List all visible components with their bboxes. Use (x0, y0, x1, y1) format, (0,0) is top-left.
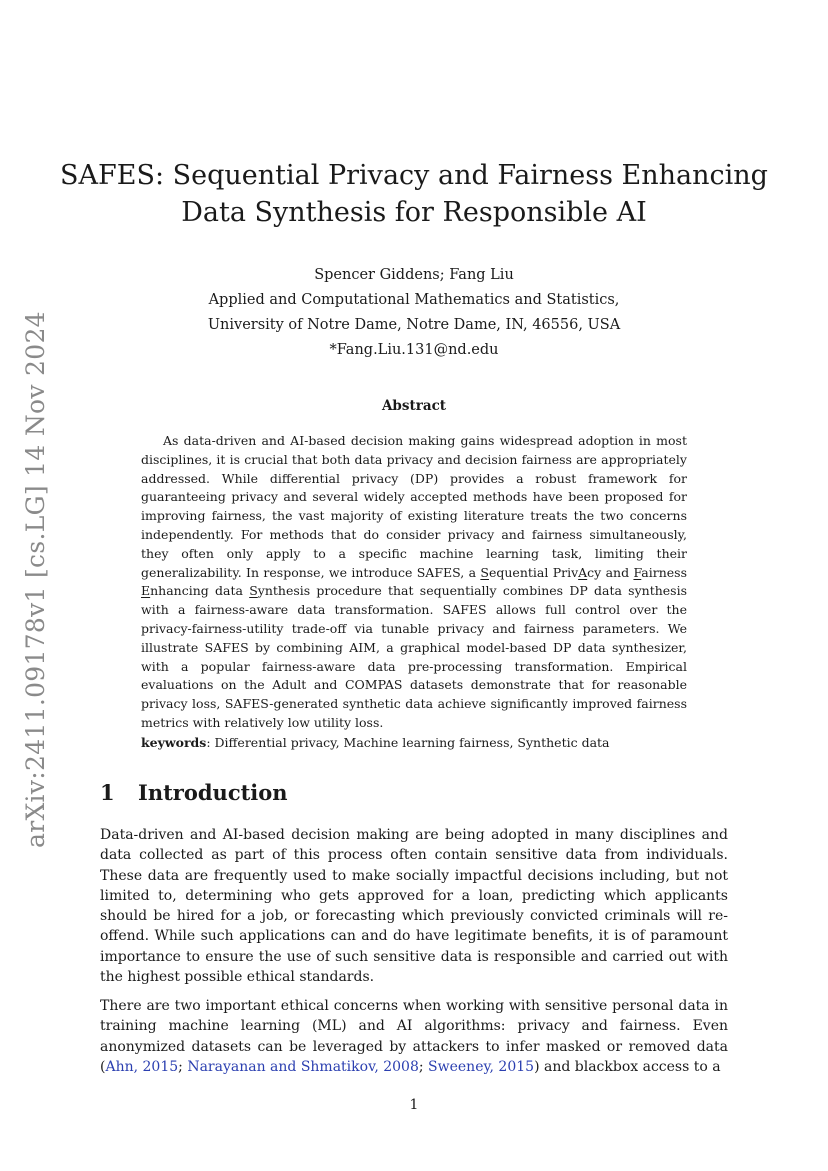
acronym-part: airness (641, 564, 687, 580)
paragraph-2-text: There are two important ethical concerns when working with sensitive personal data in training machine learning (ML) and AI algorithms: privacy and fairness. Even anonymized datasets can be leveraged by attackers to infer masked or removed data ( (100, 998, 728, 1075)
abstract-text (141, 432, 687, 733)
acronym-letter-s2: S (249, 583, 258, 599)
acronym-part: ynthesis (257, 583, 311, 599)
citation-separator: ; (178, 1058, 188, 1075)
keywords-line (141, 734, 687, 753)
acronym-letter-s: S (480, 564, 489, 580)
page-number: 1 (409, 1097, 419, 1113)
paper-title (60, 157, 768, 231)
arxiv-identifier-stamp: arXiv:2411.09178v1 [cs.LG] 14 Nov 2024 (21, 311, 50, 848)
affiliation-line-2: University of Notre Dame, Notre Dame, IN, 46556, USA (207, 317, 621, 333)
intro-paragraph-1: Data-driven and AI-based decision making are being adopted in many disciplines and data collected as part of this process often contain sensitive data from individuals. These data are frequently used to make socially impactful decisions including, but not limited to, determining who gets approved for a loan, predicting which applicants should be hired for a job, or forecasting which previously convicted criminals will re-offend. While such applications can and do have legitimate benefits, it is of paramount importance to ensure the use of such sensitive data is responsible and carried out with the highest possible ethical standards. (100, 827, 728, 986)
acronym-letter-f: F (633, 564, 642, 580)
citation-separator: ; (418, 1058, 429, 1075)
acronym-letter-a: A (578, 564, 588, 580)
acronym-letter-e: E (141, 583, 151, 599)
acronym-part: cy and (587, 564, 634, 580)
section-heading (100, 780, 288, 805)
citation-link-ahn[interactable]: Ahn, 2015 (105, 1058, 179, 1075)
citation-link-sweeney[interactable]: Sweeney, 2015 (428, 1058, 535, 1075)
paragraph-2-tail: ) and blackbox access to a (534, 1058, 721, 1075)
abstract-text-before: As data-driven and AI-based decision making gains widespread adoption in most disciplines, it is crucial that both data privacy and decision fairness are appropriately addressed. While differential privacy (DP) provides a robust framework for guaranteeing privacy and several widely accepted methods have been proposed for improving fairness, the vast majority of existing literature treats the two concerns independently. For methods that do consider privacy and fairness simultaneously, they often only apply to a specific machine learning task, limiting their generalizability. In response, we introduce SAFES, a (141, 433, 687, 580)
acronym-part: nhancing data (150, 583, 250, 599)
abstract-heading: Abstract (381, 398, 447, 414)
author-block (100, 263, 728, 363)
abstract-text-after: procedure that sequentially combines DP data synthesis with a fairness-aware data transformation. SAFES allows full control over the privacy-fairness-utility trade-off via tunable privacy and fairness parameters. We illustrate SAFES by combining AIM, a graphical model-based DP data synthesizer, with a popular fairness-aware data pre-processing transformation. Empirical evaluations on the Adult and COMPAS datasets demonstrate that for reasonable privacy loss, SAFES-generated synthetic data achieve significantly improved fairness metrics with relatively low utility loss. (141, 583, 687, 730)
section-title: Introduction (138, 780, 288, 805)
title-line-2: Data Synthesis for Responsible AI (181, 197, 647, 228)
author-email: *Fang.Liu.131@nd.edu (329, 342, 499, 358)
acronym-part: equential Priv (488, 564, 579, 580)
title-line-1: SAFES: Sequential Privacy and Fairness Enhancing (60, 160, 768, 191)
section-number: 1 (100, 780, 115, 805)
citation-link-narayanan[interactable]: Narayanan and Shmatikov, 2008 (187, 1058, 419, 1075)
keywords-text: : Differential privacy, Machine learning fairness, Synthetic data (206, 735, 610, 750)
keywords-label: keywords (141, 735, 207, 750)
author-names: Spencer Giddens; Fang Liu (314, 267, 514, 283)
intro-paragraph-2 (100, 996, 728, 1077)
affiliation-line-1: Applied and Computational Mathematics and Statistics, (208, 292, 620, 308)
